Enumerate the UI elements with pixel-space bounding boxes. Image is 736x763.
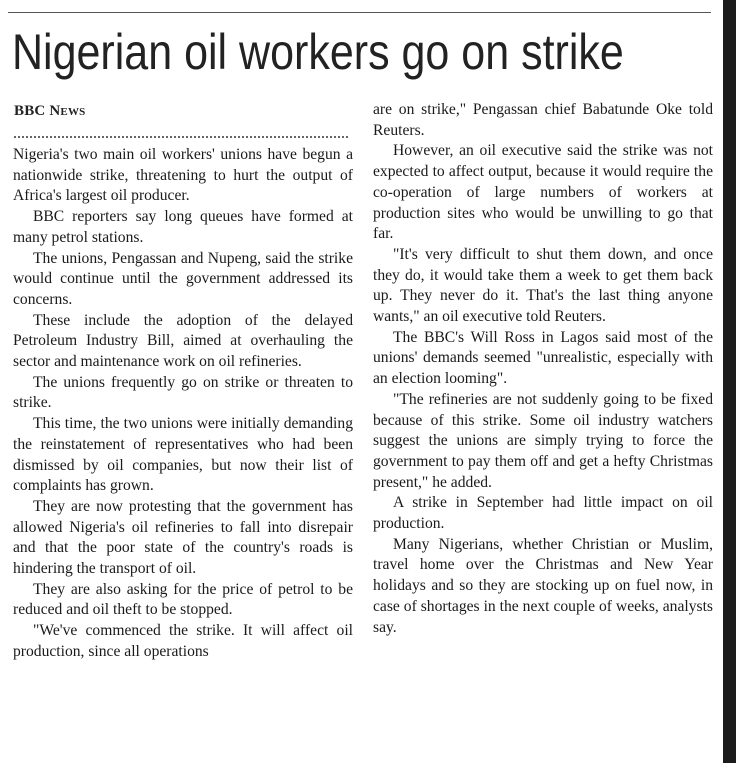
paragraph: The unions frequently go on strike or threaten to strike. [13,373,353,412]
dotted-divider [14,136,348,138]
paragraph: A strike in September had little impact on oil production. [373,494,713,533]
headline: Nigerian oil workers go on strike [12,24,624,80]
paragraph: "It's very difficult to shut them down, and once they do, it would take them a week to get them back up. They never do it. That's the last thing anyone wants," an oil executive told Reuters. [373,245,713,326]
paragraph: The unions, Pengassan and Nupeng, said the strike would continue until the government addressed its concerns. [13,249,353,308]
paragraph: The BBC's Will Ross in Lagos said most of the unions' demands seemed "unrealistic, especially with an election looming". [373,328,713,388]
paragraph-continued: are on strike," Pengassan chief Babatunde Oke told Reuters. [373,101,713,139]
paragraph: "We've commenced the strike. It will affect oil production, since all operations [13,622,353,660]
paragraph: These include the adoption of the delayed Petroleum Industry Bill, aimed at overhauling the sector and maintenance work on oil refineries. [13,311,353,371]
paragraph: Nigeria's two main oil workers' unions have begun a nationwide strike, threatening to hurt the output of Africa's largest oil producer. [13,146,353,205]
paragraph: They are also asking for the price of petrol to be reduced and oil theft to be stopped. [13,580,353,619]
paragraph: However, an oil executive said the strike was not expected to affect output, because it would require the co-operation of large numbers of workers at production sites who would be unwilling to go that far. [373,142,713,243]
page-edge-bar [723,0,736,763]
paragraph: They are now protesting that the government has allowed Nigeria's oil refineries to fall into disrepair and that the poor state of the country's roads is hindering the transport of oil. [13,497,353,578]
top-rule [8,12,711,13]
paragraph: "The refineries are not suddenly going to be fixed because of this strike. Some oil industry watchers suggest the unions are simply trying to force the government to pay them off and get a hefty Christmas present," he added. [373,390,713,491]
source-label: BBC News [14,103,86,119]
paragraph: Many Nigerians, whether Christian or Muslim, travel home over the Christmas and New Year holidays and so they are stocking up on fuel now, in case of shortages in the next couple of weeks, analysts say. [373,535,713,636]
right-column [373,100,713,638]
paragraph: BBC reporters say long queues have formed at many petrol stations. [13,208,353,246]
left-column [13,145,353,663]
paragraph: This time, the two unions were initially demanding the reinstatement of representatives who had been dismissed by oil companies, but now their list of complaints has grown. [13,415,353,495]
